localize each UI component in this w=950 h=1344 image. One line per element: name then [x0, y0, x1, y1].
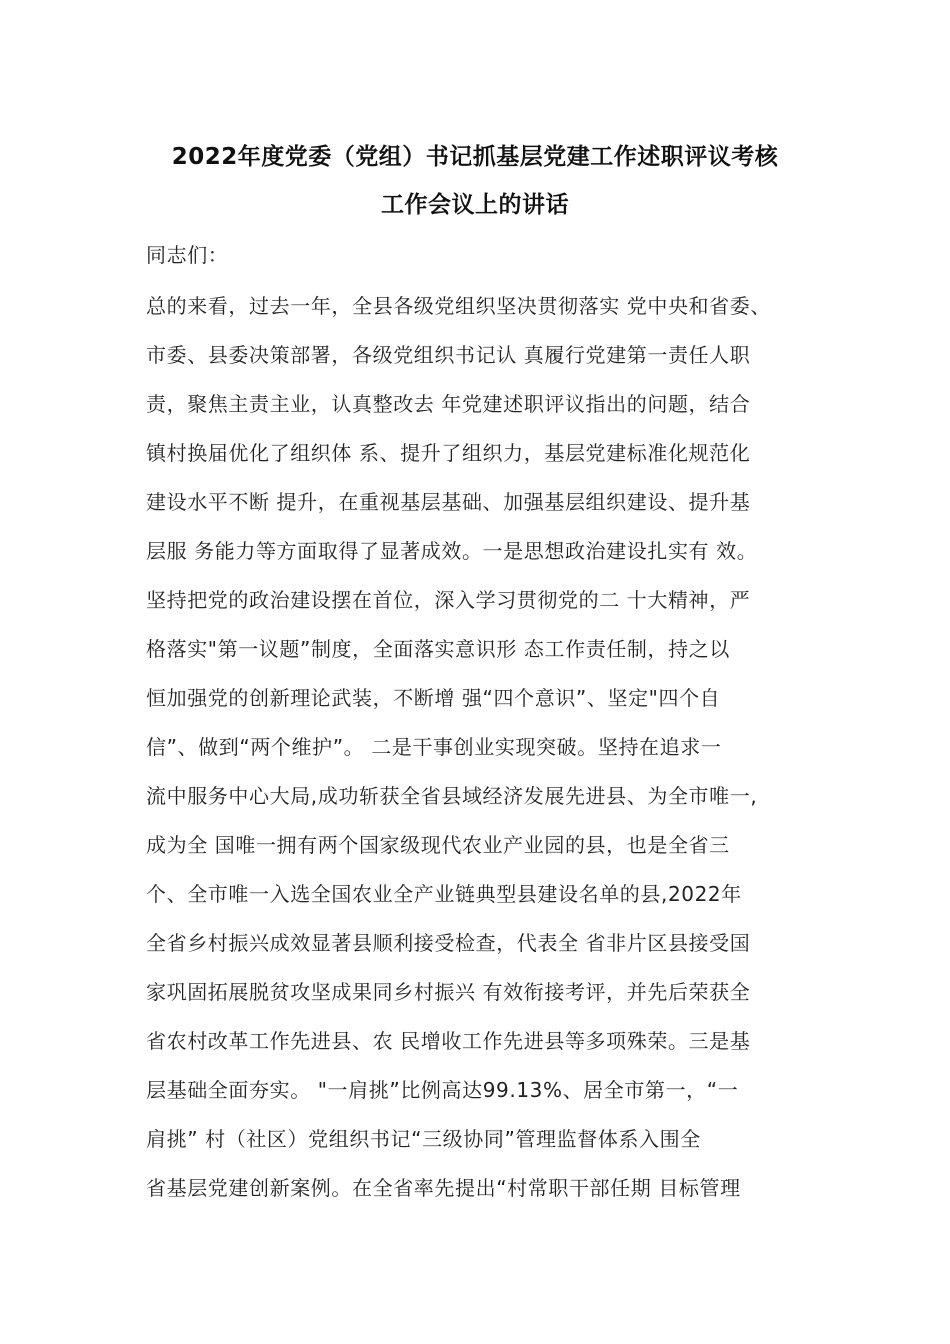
- title-line-2: 工作会议上的讲话: [381, 192, 569, 218]
- body-line: 信”、做到“两个维护”。 二是干事创业实现突破。坚持在追求一: [146, 735, 722, 759]
- body-line: 省基层党建创新案例。在全省率先提出“村常职干部任期 目标管理: [146, 1176, 741, 1200]
- body-line: 省农村改革工作先进县、农 民增收工作先进县等多项殊荣。三是基: [146, 1029, 751, 1053]
- body-line: 家巩固拓展脱贫攻坚成果同乡村振兴 有效衔接考评，并先后荣获全: [146, 980, 751, 1004]
- salutation: 同志们：: [146, 243, 229, 267]
- body-line: 建设水平不断 提升，在重视基层基础、加强基层组织建设、提升基: [146, 490, 751, 514]
- body-line: 肩挑” 村（社区）党组织书记“三级协同”管理监督体系入围全: [146, 1127, 701, 1151]
- body-line: 流中服务中心大局,成功斩获全省县域经济发展先进县、为全市唯一,: [146, 784, 758, 808]
- body-line: 成为全 国唯一拥有两个国家级现代农业产业园的县，也是全省三: [146, 833, 730, 857]
- title-line-1: 2022年度党委（党组）书记抓基层党建工作述职评议考核: [171, 144, 779, 170]
- body-line: 恒加强党的创新理论武装，不断增 强“四个意识”、坚定"四个自: [146, 686, 721, 710]
- body-line: 层服 务能力等方面取得了显著成效。一是思想政治建设扎实有 效。: [146, 539, 758, 563]
- body-line: 镇村换届优化了组织体 系、提升了组织力，基层党建标准化规范化: [146, 441, 751, 465]
- body-line: 层基础全面夯实。 "一肩挑”比例高达99.13%、居全市第一，“一: [146, 1078, 739, 1102]
- body-line: 个、全市唯一入选全国农业全产业链典型县建设名单的县,2022年: [146, 882, 742, 906]
- body-line: 格落实"第一议题”制度，全面落实意识形 态工作责任制，持之以: [146, 637, 730, 661]
- body-line: 总的来看，过去一年，全县各级党组织坚决贯彻落实 党中央和省委、: [146, 294, 771, 318]
- body-line: 坚持把党的政治建设摆在首位，深入学习贯彻党的二 十大精神，严: [146, 588, 751, 612]
- body-line: 责，聚焦主责主业，认真整改去 年党建述职评议指出的问题，结合: [146, 392, 751, 416]
- body-line: 市委、县委决策部署，各级党组织书记认 真履行党建第一责任人职: [146, 343, 751, 367]
- body-line: 全省乡村振兴成效显著县顺利接受检查，代表全 省非片区县接受国: [146, 931, 751, 955]
